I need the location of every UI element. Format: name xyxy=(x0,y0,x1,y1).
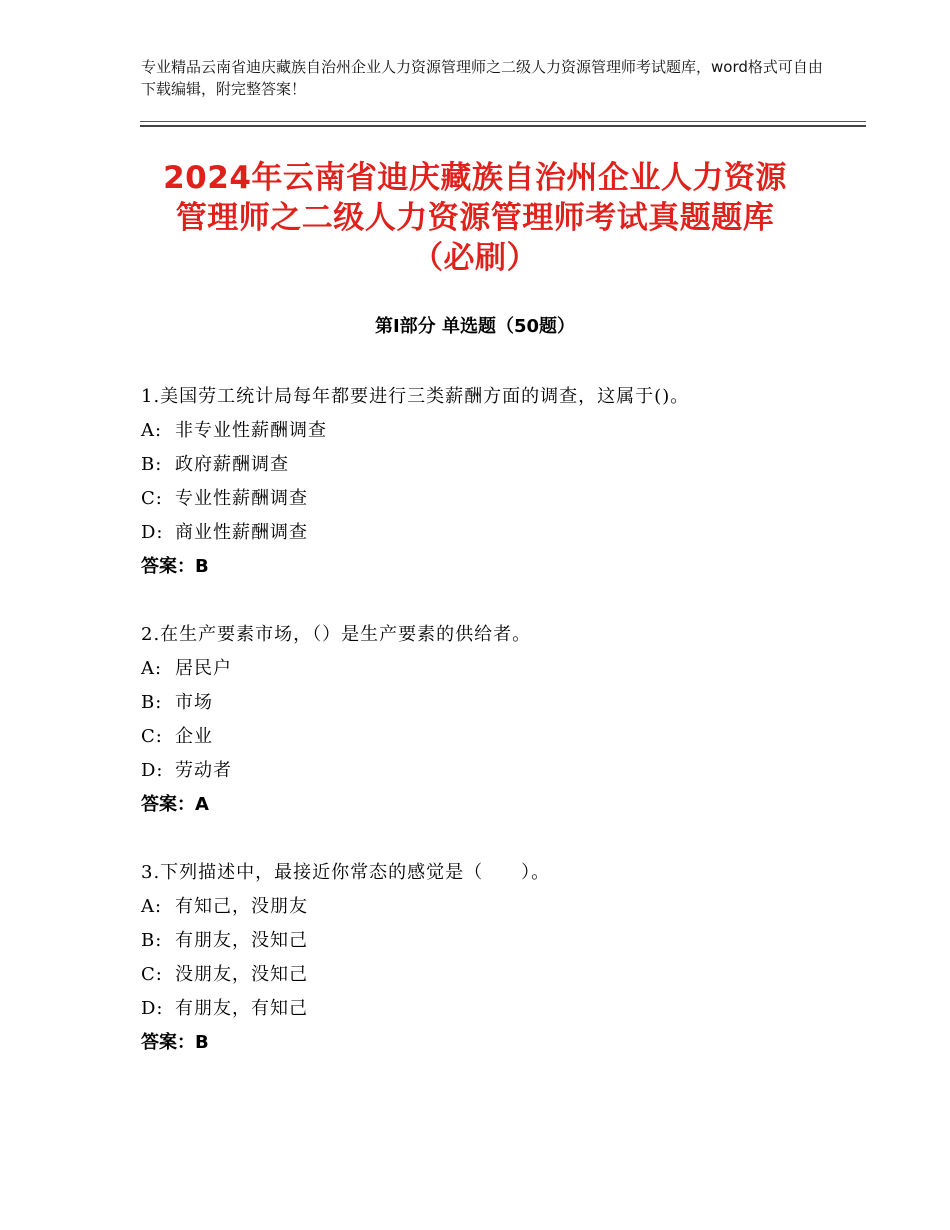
answer-line: 答案：A xyxy=(141,794,209,815)
document-title xyxy=(100,158,850,278)
option-letter: C: xyxy=(141,964,163,985)
option-c xyxy=(141,958,861,992)
option-d xyxy=(141,992,861,1026)
option-text: 市场 xyxy=(175,692,213,713)
option-a xyxy=(141,890,861,924)
option-text: 劳动者 xyxy=(175,760,232,781)
option-letter: C: xyxy=(141,726,163,747)
option-a xyxy=(141,414,861,448)
question-stem: 2.在生产要素市场，（）是生产要素的供给者。 xyxy=(141,624,532,645)
header-note: 专业精品云南省迪庆藏族自治州企业人力资源管理师之二级人力资源管理师考试题库，word格式可自由下载编辑，附完整答案！ xyxy=(141,58,823,98)
option-letter: C: xyxy=(141,488,163,509)
answer-line: 答案：B xyxy=(141,1032,209,1053)
option-letter: A: xyxy=(141,658,163,679)
question-stem: 3.下列描述中，最接近你常态的感觉是（ ）。 xyxy=(141,862,551,883)
option-text: 专业性薪酬调查 xyxy=(175,488,308,509)
option-text: 有知己，没朋友 xyxy=(175,896,308,917)
question-3 xyxy=(141,856,861,1060)
option-letter: B: xyxy=(141,930,163,951)
option-text: 非专业性薪酬调查 xyxy=(175,420,327,441)
option-letter: A: xyxy=(141,896,163,917)
option-b xyxy=(141,686,861,720)
option-text: 商业性薪酬调查 xyxy=(175,522,308,543)
option-text: 有朋友，有知己 xyxy=(175,998,308,1019)
option-letter: D: xyxy=(141,998,164,1019)
option-b xyxy=(141,924,861,958)
section-heading: 第Ⅰ部分 单选题（50题） xyxy=(374,316,575,337)
option-text: 没朋友，没知己 xyxy=(175,964,308,985)
option-letter: B: xyxy=(141,454,163,475)
title-line-3: （必刷） xyxy=(412,240,538,276)
option-b xyxy=(141,448,861,482)
title-line-2: 管理师之二级人力资源管理师考试真题题库 xyxy=(175,200,775,236)
question-stem: 1.美国劳工统计局每年都要进行三类薪酬方面的调查，这属于()。 xyxy=(141,386,690,407)
option-text: 政府薪酬调查 xyxy=(175,454,289,475)
header-divider-thick xyxy=(140,125,866,127)
title-line-1: 2024年云南省迪庆藏族自治州企业人力资源 xyxy=(163,160,787,196)
option-d xyxy=(141,754,861,788)
question-list xyxy=(141,380,861,1060)
option-c xyxy=(141,482,861,516)
option-letter: D: xyxy=(141,760,164,781)
option-d xyxy=(141,516,861,550)
option-a xyxy=(141,652,861,686)
option-text: 居民户 xyxy=(175,658,232,679)
option-text: 有朋友，没知己 xyxy=(175,930,308,951)
option-letter: A: xyxy=(141,420,163,441)
option-c xyxy=(141,720,861,754)
option-text: 企业 xyxy=(175,726,213,747)
header-divider-thin xyxy=(140,121,866,122)
option-letter: B: xyxy=(141,692,163,713)
question-1 xyxy=(141,380,861,584)
answer-line: 答案：B xyxy=(141,556,209,577)
question-2 xyxy=(141,618,861,822)
option-letter: D: xyxy=(141,522,164,543)
